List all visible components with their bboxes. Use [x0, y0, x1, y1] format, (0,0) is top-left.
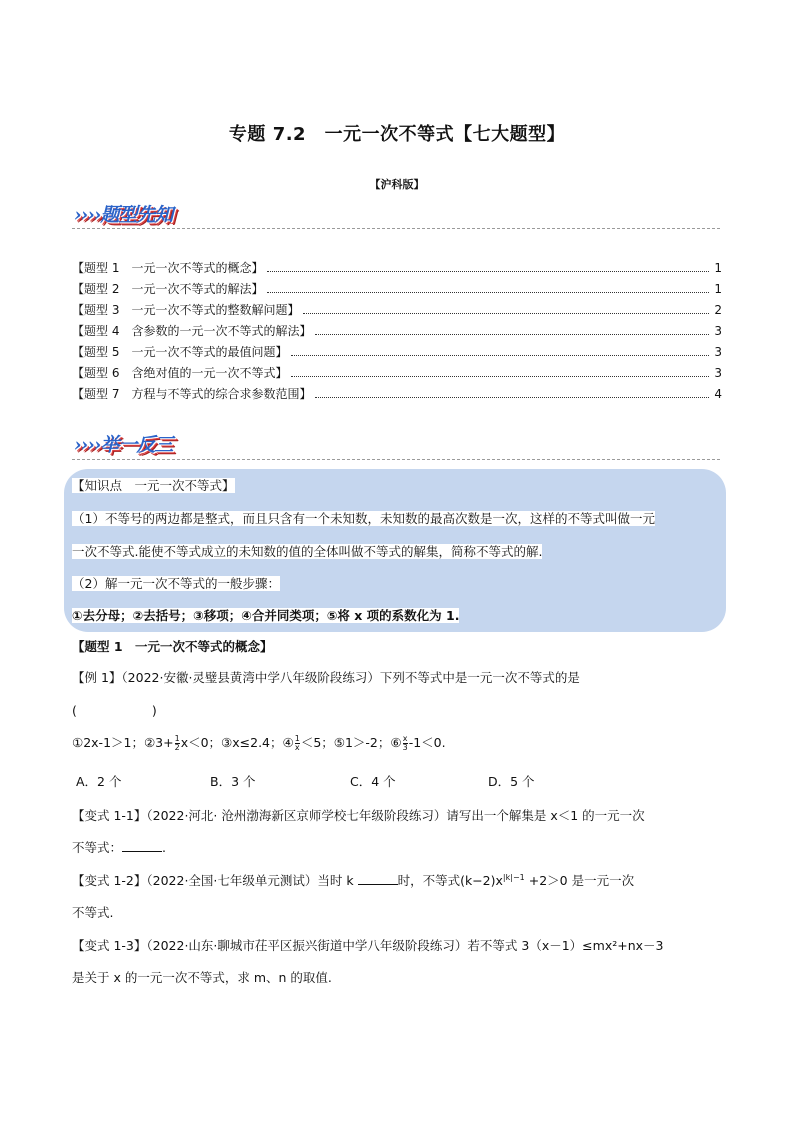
toc-leader [267, 292, 709, 293]
knowledge-paragraph-1a: （1）不等号的两边都是整式，而且只含有一个未知数，未知数的最高次数是一次，这样的不等式叫做一元 [72, 511, 655, 526]
fraction: $\frac{x}{3}$ [402, 734, 408, 752]
type-heading: 【题型 1 一元一次不等式的概念】 [72, 639, 273, 654]
divider [72, 459, 720, 460]
knowledge-steps: ①去分母；②去括号；③移项；④合并同类项；⑤将 x 项的系数化为 1. [72, 608, 460, 623]
knowledge-paragraph-2: （2）解一元一次不等式的一般步骤： [72, 576, 280, 591]
toc-item[interactable]: 【题型 5 一元一次不等式的最值问题】 3 [72, 345, 722, 359]
toc-leader [291, 376, 709, 377]
variant-1-2: 【变式 1-2】（2022·全国·七年级单元测试）当时 k 时，不等式$(k-2)x^{|k|-1} +2>0$ 是一元一次 [72, 872, 635, 888]
option-a[interactable]: A．2 个 [76, 774, 122, 789]
toc-leader [267, 271, 709, 272]
knowledge-heading: 【知识点 一元一次不等式】 [72, 478, 235, 493]
variant-1-1-line2: 不等式： . [72, 840, 166, 855]
toc-item[interactable]: 【题型 2 一元一次不等式的解法】 1 [72, 282, 722, 296]
answer-paren: ( ) [72, 703, 157, 718]
variant-1-1: 【变式 1-1】（2022·河北· 沧州渤海新区京师学校七年级阶段练习）请写出一个解集是 x＜1 的一元一次 [72, 808, 645, 823]
toc-item[interactable]: 【题型 7 方程与不等式的综合求参数范围】 4 [72, 387, 722, 401]
toc-leader [315, 334, 709, 335]
variant-1-3: 【变式 1-3】（2022·山东·聊城市茌平区振兴街道中学八年级阶段练习）若不等式 3（x－1）≤mx²+nx－3 [72, 938, 664, 953]
answer-blank[interactable] [122, 839, 162, 852]
section-banner-overview: ››››题型先知 [74, 204, 173, 226]
toc-item[interactable]: 【题型 6 含绝对值的一元一次不等式】 3 [72, 366, 722, 380]
option-c[interactable]: C．4 个 [350, 774, 396, 789]
toc-leader [303, 313, 709, 314]
toc-leader [291, 355, 709, 356]
section-banner-practice: ››››举一反三 [74, 434, 173, 456]
fraction: $\frac{1}{x}$ [294, 734, 300, 752]
toc-leader [315, 397, 709, 398]
toc-item[interactable]: 【题型 4 含参数的一元一次不等式的解法】 3 [72, 324, 722, 338]
example-items: ①2x-1＞1；②3+ $\frac{1}{2}$ x＜0；③x≤2.4；④ $\frac{1}{x}$ ＜5；⑤1＞-2；⑥ $\frac{x}{3}$ -1＜0. [72, 734, 446, 752]
knowledge-paragraph-1b: 一次不等式.能使不等式成立的未知数的值的全体叫做不等式的解集，简称不等式的解. [72, 544, 543, 559]
example-stem: 【例 1】（2022·安徽·灵璧县黄湾中学八年级阶段练习）下列不等式中是一元一次不等式的是 [72, 670, 580, 685]
toc-item[interactable]: 【题型 3 一元一次不等式的整数解问题】 2 [72, 303, 722, 317]
toc-item[interactable]: 【题型 1 一元一次不等式的概念】 1 [72, 261, 722, 275]
variant-1-3-line2: 是关于 x 的一元一次不等式，求 m、n 的取值. [72, 970, 332, 985]
divider [72, 228, 720, 229]
edition-label: 【沪科版】 [369, 178, 425, 191]
variant-1-2-line2: 不等式. [72, 905, 114, 920]
option-b[interactable]: B．3 个 [210, 774, 256, 789]
fraction: $\frac{1}{2}$ [174, 734, 180, 752]
page-title: 专题 7.2 一元一次不等式【七大题型】 [228, 124, 566, 145]
option-d[interactable]: D．5 个 [488, 774, 535, 789]
answer-blank[interactable] [358, 872, 398, 885]
